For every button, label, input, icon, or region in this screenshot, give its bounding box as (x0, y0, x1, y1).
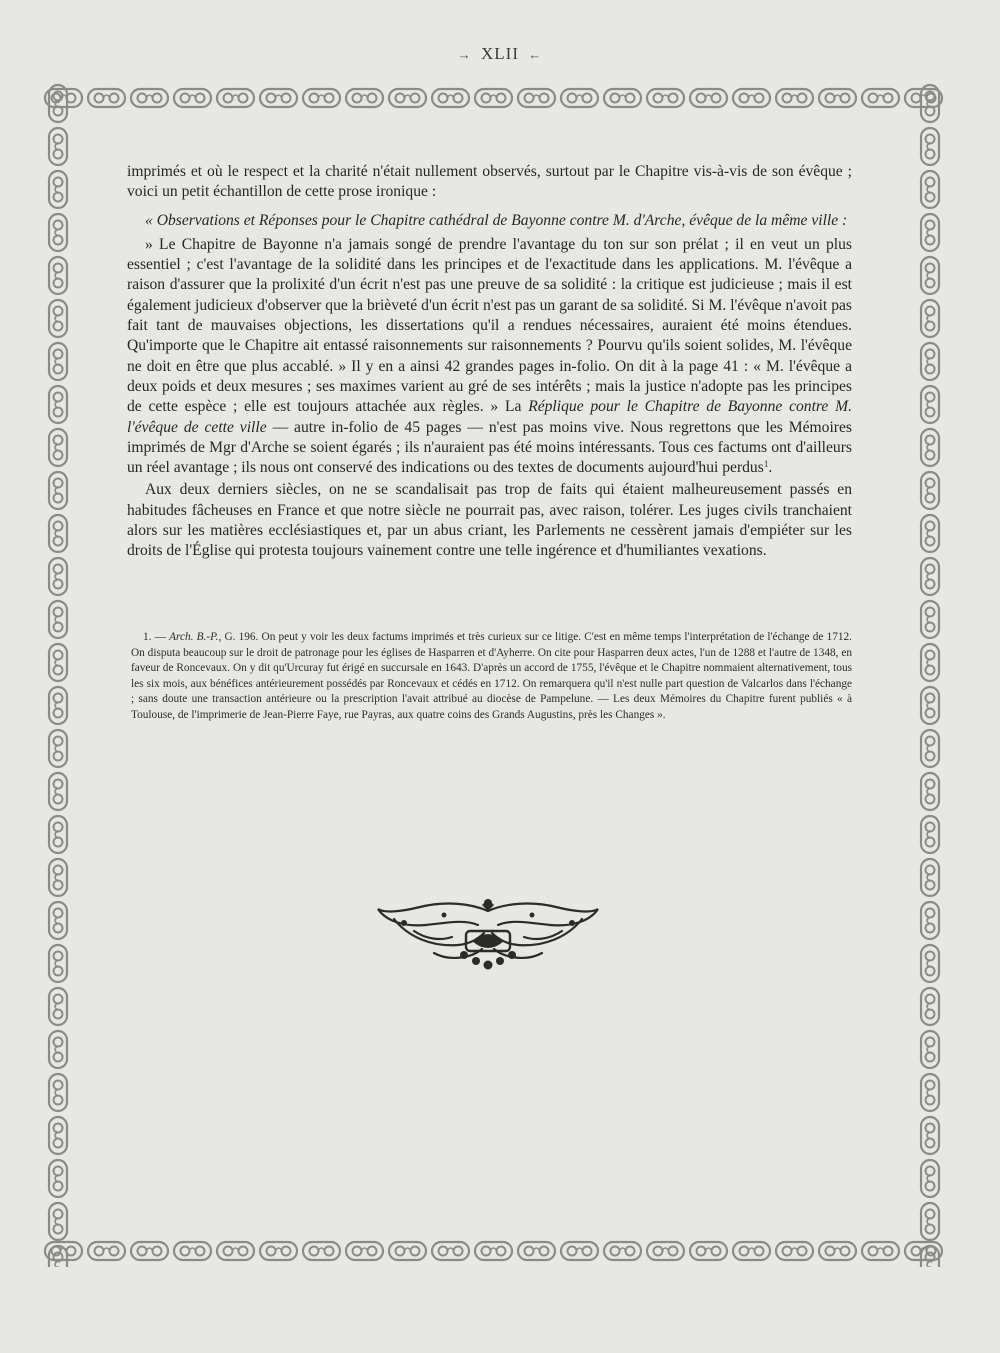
footnote-block (131, 630, 852, 724)
footnote-number: 1. — (143, 631, 166, 643)
scroll-border-bottom-icon (42, 1235, 946, 1267)
frame-border-bottom (42, 1235, 946, 1267)
paragraph-3-italic-title: Réplique pour le Chapitre de Bayonne contre M. l'évêque de cette ville (127, 398, 852, 436)
scroll-border-right-icon (914, 82, 946, 1267)
scroll-border-top-icon (42, 82, 946, 114)
tailpiece-ornament-icon (374, 897, 602, 977)
page-number-header (0, 44, 1000, 64)
paragraph-2-title: « Observations et Réponses pour le Chapitre cathédral de Bayonne contre M. d'Arche, évêque de la même ville : (145, 211, 848, 229)
paragraph-4: Aux deux derniers siècles, on ne se scandalisait pas trop de faits qui étaient malheureusement passés en habitudes fâcheuses en France et que notre siècle ne pourrait pas, avec raison, tolérer. Les juges civils tranchaient alors sur les matières ecclésiastiques et, par un abus criant, les Parlements ne cessèrent jamais d'empiéter sur les droits de l'Église qui protesta toujours vainement contre une telle ingérence et d'humiliantes vexations. (127, 481, 852, 560)
footnote-marker: 1 (763, 459, 769, 470)
scroll-border-left-icon (42, 82, 74, 1267)
paragraph-1: imprimés et où le respect et la charité n'était nullement observés, surtout par le Chapitre vis-à-vis de son évêque ; voici un petit échantillon de cette prose ironique : (127, 163, 852, 201)
main-text (127, 162, 852, 562)
frame-border-top (42, 82, 946, 114)
arrow-left-icon: → (457, 47, 472, 62)
footnote-archive-ref: Arch. B.-P. (169, 631, 219, 643)
arrow-right-icon: ← (528, 47, 543, 62)
frame-border-left (42, 82, 74, 1267)
footnote-text: , G. 196. On peut y voir les deux factums imprimés et très curieux sur ce litige. C'est en même temps l'interprétation de l'échange de 1712. On disputa beaucoup sur le droit de patronage pour les églises de Hasparren et d'Ayherre. On cite pour Hasparren deux actes, l'un de 1288 et l'autre de 1348, en faveur de Roncevaux. On y dit qu'Urcuray fut érigé en succursale en 1643. D'après un accord de 1755, l'évêque et le Chapitre nommaient alternativement, tous les six mois, aux bénéfices antérieurement possédés par Roncevaux et cédés en 1712. On remarquera qu'il n'est nulle part question de Valcarlos dans l'échange ; sans doute une transaction antérieure ou la prescription l'avait attribué au diocèse de Pampelune. — Les deux Mémoires du Chapitre furent publiés « à Toulouse, de l'imprimerie de Jean-Pierre Faye, rue Payras, aux quatre coins des Grands Augustins, près les Changes ». (131, 631, 852, 721)
frame-border-right (914, 82, 946, 1267)
paragraph-3-part-a: » Le Chapitre de Bayonne n'a jamais songé de prendre l'avantage du ton sur son prélat ; il en veut un plus essentiel ; c'est l'avantage de la solidité dans les principes et de l'exactitude dans les applications. M. l'évêque a raison d'assurer que la prolixité d'un écrit n'est pas une preuve de sa solidité : la critique est judicieuse ; mais il est également judicieux d'observer que la brièveté d'un écrit n'est pas un garant de sa solidité. Si M. l'évêque n'avoit pas fait tant de mauvaises objections, les dissertations qu'il a rendues nécessaires, auraient été moins étendues. Qu'importe que le Chapitre ait entassé raisonnements sur raisonnements ? Pourvu qu'ils soient solides, M. l'évêque ne doit en être que plus accablé. » Il y en a ainsi 42 grandes pages in-folio. On dit à la page 41 : « M. l'évêque a deux poids et deux mesures ; ses maximes varient au gré de ses intérêts ; mais la justice n'adopte pas les principes de cette espèce ; elle est toujours attachée aux règles. » La (127, 235, 852, 416)
paragraph-3-part-c: — autre in-folio de 45 pages — n'est pas moins vive. Nous regrettons que les Mémoires imprimés de Mgr d'Arche se soient égarés ; ils n'auraient pas été moins intéressants. Tous ces factums ont d'ailleurs un réel avantage ; ils nous ont conservé des indications ou des textes de documents aujourd'hui perdus (127, 418, 852, 477)
footnote-1 (131, 630, 852, 724)
page-number: XLII (481, 44, 519, 63)
paragraph-3: » Le Chapitre de Bayonne n'a jamais songé de prendre l'avantage du ton sur son prélat ; il en veut un plus essentiel ; c'est l'avantage de la solidité dans les principes et de l'exactitude dans les applications. M. l'évêque a raison d'assurer que la prolixité d'un écrit n'est pas une preuve de sa solidité : la critique est judicieuse ; mais il est également judicieux d'observer que la brièveté d'un écrit n'est pas un garant de sa solidité. Si M. l'évêque n'avoit pas fait tant de mauvaises objections, les dissertations qu'il a rendues nécessaires, auraient été moins étendues. Qu'importe que le Chapitre ait entassé raisonnements sur raisonnements ? Pourvu qu'ils soient solides, M. l'évêque ne doit en être que plus accablé. » Il y en a ainsi 42 grandes pages in-folio. On dit à la page 41 : « M. l'évêque a deux poids et deux mesures ; ses maximes varient au gré de ses intérêts ; mais la justice n'adopte pas les principes de cette espèce ; elle est toujours attachée aux règles. » La Réplique pour le Chapitre de Bayonne contre M. l'évêque de cette ville — autre in-folio de 45 pages — n'est pas moins vive. Nous regrettons que les Mémoires imprimés de Mgr d'Arche se soient égarés ; ils n'auraient pas été moins intéressants. Tous ces factums ont d'ailleurs un réel avantage ; ils nous ont conservé des indications ou des textes de documents aujourd'hui perdus$^1$. (127, 235, 852, 477)
